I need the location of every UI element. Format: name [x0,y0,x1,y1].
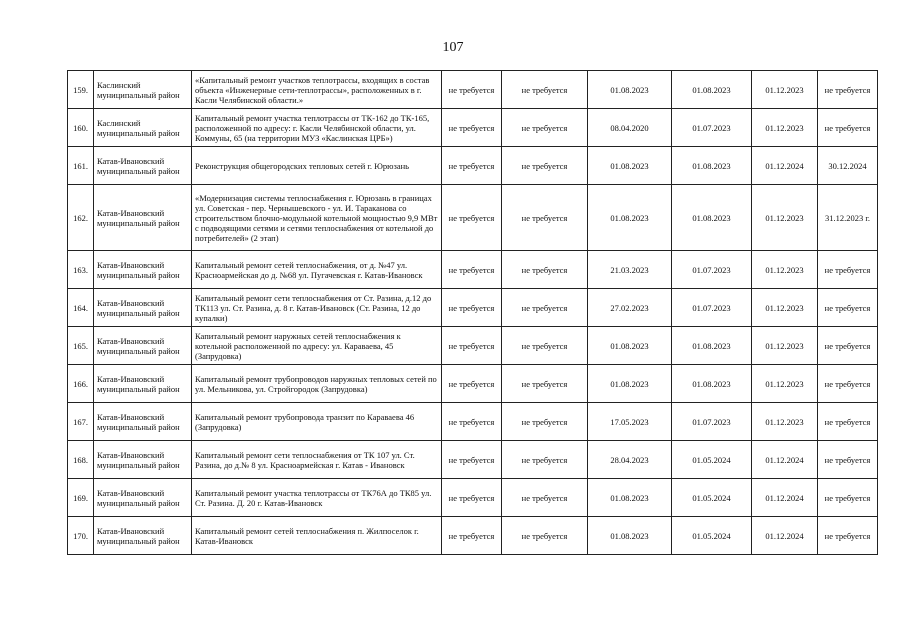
project-description: Капитальный ремонт сети теплоснабжения от Ст. Разина, д.12 до ТК113 ул. Ст. Разина, д. 8 г. Катав-Ивановск (Ст. Разина, 12 до купалки) [192,289,442,327]
row-number: 162. [68,185,94,251]
table-row [68,517,878,555]
permit-status: не требуется [502,327,588,365]
permit-status: не требуется [502,185,588,251]
municipal-district: Катав-Ивановский муниципальный район [94,441,192,479]
date-planned: 01.08.2023 [672,327,752,365]
date-completion: 01.12.2023 [752,403,818,441]
date-completion: 01.12.2023 [752,289,818,327]
date-completion: 01.12.2023 [752,251,818,289]
municipal-district: Катав-Ивановский муниципальный район [94,327,192,365]
project-description: Капитальный ремонт наружных сетей теплоснабжения к котельной расположенной по адресу: ул. Караваева, 45 (Запрудовка) [192,327,442,365]
table-row [68,251,878,289]
table-row [68,185,878,251]
project-description: Капитальный ремонт сетей теплоснабжения, от д. №47 ул. Красноармейская до д. №68 ул. Пугачевская г. Катав-Ивановск [192,251,442,289]
row-number: 170. [68,517,94,555]
permit-status: не требуется [502,365,588,403]
date-planned: 01.08.2023 [672,71,752,109]
row-number: 167. [68,403,94,441]
municipal-district: Катав-Ивановский муниципальный район [94,517,192,555]
municipal-district: Каслинский муниципальный район [94,109,192,147]
requirement-status: не требуется [442,327,502,365]
final-status: не требуется [818,441,878,479]
row-number: 166. [68,365,94,403]
municipal-district: Катав-Ивановский муниципальный район [94,251,192,289]
table-row [68,479,878,517]
date-completion: 01.12.2023 [752,185,818,251]
date-completion: 01.12.2023 [752,109,818,147]
date-planned: 01.07.2023 [672,403,752,441]
final-status: не требуется [818,403,878,441]
date-planned: 01.05.2024 [672,517,752,555]
date-start: 01.08.2023 [588,147,672,185]
final-status: не требуется [818,327,878,365]
project-description: Капитальный ремонт участка теплотрассы от ТК-162 до ТК-165, расположенной по адресу: г. Касли Челябинской области, ул. Коммуны, 65 (на территории МУЗ «Каслинская ЦРБ») [192,109,442,147]
date-planned: 01.05.2024 [672,441,752,479]
table-row [68,289,878,327]
date-start: 08.04.2020 [588,109,672,147]
final-status: не требуется [818,71,878,109]
date-start: 01.08.2023 [588,479,672,517]
municipal-district: Катав-Ивановский муниципальный район [94,185,192,251]
requirement-status: не требуется [442,71,502,109]
project-description: Капитальный ремонт участка теплотрассы от ТК76А до ТК85 ул. Ст. Разина. Д. 20 г. Катав-Ивановск [192,479,442,517]
date-completion: 01.12.2024 [752,517,818,555]
date-completion: 01.12.2023 [752,327,818,365]
requirement-status: не требуется [442,517,502,555]
date-start: 28.04.2023 [588,441,672,479]
final-status: 30.12.2024 [818,147,878,185]
table-row [68,147,878,185]
final-status: не требуется [818,479,878,517]
date-start: 17.05.2023 [588,403,672,441]
row-number: 163. [68,251,94,289]
final-status: не требуется [818,251,878,289]
date-planned: 01.08.2023 [672,147,752,185]
date-start: 01.08.2023 [588,517,672,555]
table-body [68,71,878,555]
final-status: 31.12.2023 г. [818,185,878,251]
permit-status: не требуется [502,147,588,185]
heat-network-repair-table [67,70,878,555]
table-row [68,71,878,109]
municipal-district: Катав-Ивановский муниципальный район [94,365,192,403]
date-planned: 01.07.2023 [672,251,752,289]
permit-status: не требуется [502,289,588,327]
table-row [68,327,878,365]
project-description: «Капитальный ремонт участков теплотрассы, входящих в состав объекта «Инженерные сети-теплотрассы», расположенных в г. Касли Челябинской области.» [192,71,442,109]
date-planned: 01.08.2023 [672,365,752,403]
municipal-district: Катав-Ивановский муниципальный район [94,403,192,441]
final-status: не требуется [818,289,878,327]
date-completion: 01.12.2023 [752,365,818,403]
date-planned: 01.07.2023 [672,289,752,327]
date-start: 01.08.2023 [588,365,672,403]
permit-status: не требуется [502,109,588,147]
row-number: 161. [68,147,94,185]
permit-status: не требуется [502,517,588,555]
final-status: не требуется [818,517,878,555]
permit-status: не требуется [502,71,588,109]
municipal-district: Каслинский муниципальный район [94,71,192,109]
row-number: 165. [68,327,94,365]
municipal-district: Катав-Ивановский муниципальный район [94,147,192,185]
permit-status: не требуется [502,403,588,441]
date-planned: 01.07.2023 [672,109,752,147]
date-start: 01.08.2023 [588,327,672,365]
row-number: 164. [68,289,94,327]
row-number: 159. [68,71,94,109]
municipal-district: Катав-Ивановский муниципальный район [94,479,192,517]
date-start: 01.08.2023 [588,71,672,109]
date-completion: 01.12.2023 [752,71,818,109]
date-start: 21.03.2023 [588,251,672,289]
requirement-status: не требуется [442,403,502,441]
requirement-status: не требуется [442,479,502,517]
permit-status: не требуется [502,479,588,517]
date-start: 01.08.2023 [588,185,672,251]
date-completion: 01.12.2024 [752,147,818,185]
table-row [68,365,878,403]
date-completion: 01.12.2024 [752,479,818,517]
date-completion: 01.12.2024 [752,441,818,479]
requirement-status: не требуется [442,365,502,403]
permit-status: не требуется [502,441,588,479]
project-description: Капитальный ремонт сетей теплоснабжения п. Жилпоселок г. Катав-Ивановск [192,517,442,555]
date-start: 27.02.2023 [588,289,672,327]
date-planned: 01.05.2024 [672,479,752,517]
date-planned: 01.08.2023 [672,185,752,251]
requirement-status: не требуется [442,109,502,147]
requirement-status: не требуется [442,147,502,185]
row-number: 160. [68,109,94,147]
project-description: «Модернизация системы теплоснабжения г. Юрюзань в границах ул. Советская - пер. Чернышевского - ул. И. Тараканова со строительством блочно-модульной котельной мощностью 9,9 МВт с подводящими сетями и сетями теплоснабжения от котельной до потребителей» (2 этап) [192,185,442,251]
requirement-status: не требуется [442,185,502,251]
table-row [68,403,878,441]
permit-status: не требуется [502,251,588,289]
project-description: Капитальный ремонт трубопровода транзит по Караваева 46 (Запрудовка) [192,403,442,441]
requirement-status: не требуется [442,251,502,289]
requirement-status: не требуется [442,289,502,327]
requirement-status: не требуется [442,441,502,479]
project-description: Реконструкция общегородских тепловых сетей г. Юрюзань [192,147,442,185]
project-description: Капитальный ремонт сети теплоснабжения от ТК 107 ул. Ст. Разина, до д.№ 8 ул. Красноармейская г. Катав - Ивановск [192,441,442,479]
project-description: Капитальный ремонт трубопроводов наружных тепловых сетей по ул. Мельникова, ул. Стройгородок (Запрудовка) [192,365,442,403]
row-number: 168. [68,441,94,479]
table-row [68,109,878,147]
table-row [68,441,878,479]
municipal-district: Катав-Ивановский муниципальный район [94,289,192,327]
row-number: 169. [68,479,94,517]
page-number: 107 [442,40,464,55]
final-status: не требуется [818,365,878,403]
final-status: не требуется [818,109,878,147]
